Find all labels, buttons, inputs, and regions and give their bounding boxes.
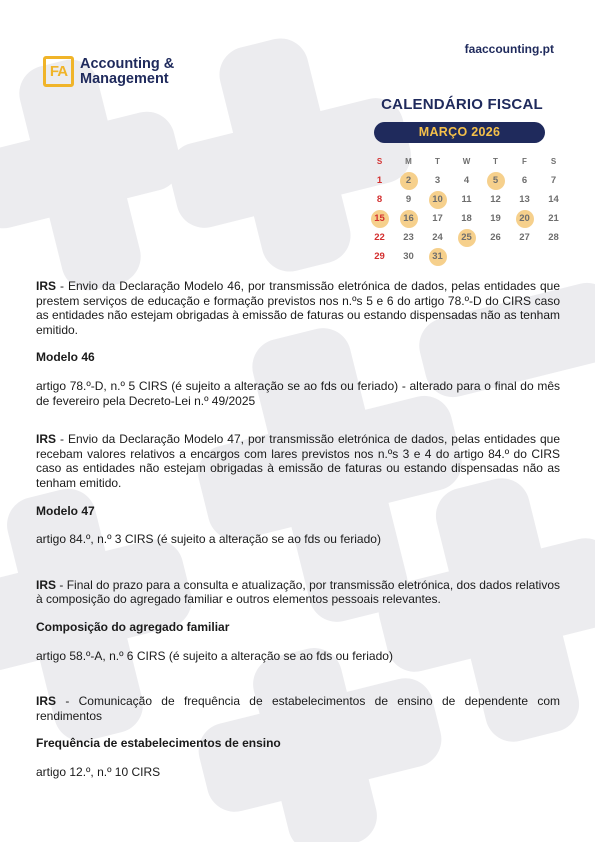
- calendar-day-deadline: [394, 213, 423, 224]
- calendar-day-deadline: [452, 232, 481, 243]
- calendar-day: [452, 194, 481, 205]
- calendar-day: [510, 175, 539, 186]
- calendar-day-deadline: [365, 213, 394, 224]
- logo-line-1: Accounting &: [80, 55, 175, 72]
- description-text: - Comunicação de frequência de estabelecimentos de ensino de dependente com rendimentos: [36, 694, 560, 723]
- calendar-week-row: [365, 247, 568, 266]
- calendar-day: [539, 175, 568, 186]
- calendar-weeks: [365, 171, 568, 266]
- logo-mark-icon: [43, 56, 74, 87]
- calendar-day-number: 12: [490, 194, 501, 205]
- calendar-day-number: 23: [403, 232, 414, 243]
- calendar-day: [452, 213, 481, 224]
- calendar-day-number: 2: [405, 175, 412, 186]
- calendar-day: [365, 194, 394, 205]
- weekday-label: S: [376, 157, 383, 166]
- calendar-day-number: 1: [376, 175, 383, 186]
- tax-tag: IRS: [36, 577, 57, 592]
- fiscal-obligations: [36, 279, 560, 779]
- logo-mark-letters: FA: [49, 63, 68, 80]
- calendar-day: [423, 213, 452, 224]
- calendar-day: [481, 232, 510, 243]
- calendar-month-pill: MARÇO 2026: [374, 122, 545, 143]
- calendar-week-row: [365, 209, 568, 228]
- calendar-day: [365, 232, 394, 243]
- calendar-day-number: 29: [374, 251, 385, 262]
- calendar-day: [423, 175, 452, 186]
- description-text: - Envio da Declaração Modelo 47, por transmissão eletrónica de dados, pelas entidades que recebam valores relativos a encargos com lares previstos nos n.ºs 3 e 4 do artigo 84.º do CIRS caso as entidades não estejam obrigadas à emissão de faturas ou estando dispensadas não as tenham emitido.: [36, 432, 560, 490]
- calendar-day-number: 15: [374, 213, 385, 224]
- legal-reference: artigo 84.º, n.º 3 CIRS (é sujeito a alteração se ao fds ou feriado): [36, 532, 381, 547]
- weekday-label: F: [522, 157, 527, 166]
- calendar-day-number: 8: [376, 194, 383, 205]
- calendar-day-number: 19: [490, 213, 501, 224]
- calendar-day-number: 18: [461, 213, 472, 224]
- calendar-weekday-row: [365, 152, 568, 171]
- calendar-day: [365, 175, 394, 186]
- obligation-heading: Composição do agregado familiar: [36, 619, 230, 634]
- tax-tag: IRS: [36, 432, 57, 447]
- legal-reference: artigo 78.º-D, n.º 5 CIRS (é sujeito a alteração se ao fds ou feriado) - alterado para o final do mês de fevereiro pela Decreto-Lei n.º 49/2025: [36, 378, 560, 408]
- calendar-day: [539, 194, 568, 205]
- weekday-label: S: [550, 157, 557, 166]
- calendar-day: [394, 251, 423, 262]
- calendar-day: [539, 213, 568, 224]
- obligation-description: [36, 694, 560, 723]
- calendar-day: [365, 251, 394, 262]
- calendar-day-number: 7: [550, 175, 557, 186]
- calendar-day-number: 13: [519, 194, 530, 205]
- legal-reference: artigo 58.º-A, n.º 6 CIRS (é sujeito a alteração se ao fds ou feriado): [36, 648, 393, 663]
- calendar-day-number: 20: [519, 213, 530, 224]
- weekday-label: M: [405, 157, 412, 166]
- calendar-day-number: 16: [403, 213, 414, 224]
- calendar-day-number: 11: [461, 194, 472, 205]
- obligation-description: [36, 432, 560, 490]
- calendar-day: [539, 232, 568, 243]
- description-text: - Envio da Declaração Modelo 46, por transmissão eletrónica de dados, pelas entidades que prestem serviços de educação e formação previstos nos n.ºs 5 e 6 do artigo 78.º-D do CIRS caso as entidades não estejam obrigadas à emissão de faturas ou estando dispensadas não as tenham emitido.: [36, 279, 560, 337]
- calendar-day-number: 26: [490, 232, 501, 243]
- logo-text: [80, 57, 174, 87]
- legal-reference: artigo 12.º, n.º 10 CIRS: [36, 764, 161, 779]
- calendar-day: [510, 194, 539, 205]
- obligation-description: [36, 578, 560, 607]
- calendar-day-number: 4: [463, 175, 470, 186]
- calendar-day-deadline: [394, 175, 423, 186]
- calendar-day-number: 31: [432, 251, 443, 262]
- company-logo: [43, 56, 174, 87]
- calendar-day-number: 30: [403, 251, 414, 262]
- calendar-week-row: [365, 171, 568, 190]
- obligation-entry: [36, 578, 560, 663]
- calendar-day-number: 5: [492, 175, 499, 186]
- calendar-day: [481, 194, 510, 205]
- calendar-day: [481, 213, 510, 224]
- calendar-grid: [365, 152, 568, 266]
- calendar-day-number: 9: [405, 194, 412, 205]
- obligation-entry: [36, 694, 560, 779]
- calendar-day-number: 21: [548, 213, 559, 224]
- calendar-day-deadline: [423, 194, 452, 205]
- weekday-label: T: [435, 157, 440, 166]
- obligation-entry: [36, 279, 560, 408]
- obligation-description: [36, 279, 560, 337]
- calendar-day: [510, 232, 539, 243]
- calendar-day: [423, 232, 452, 243]
- calendar-day-number: 10: [432, 194, 443, 205]
- weekday-label: T: [493, 157, 498, 166]
- description-text: - Final do prazo para a consulta e atualização, por transmissão eletrónica, dos dados relativos à composição do agregado familiar e outros elementos pessoais relevantes.: [36, 577, 560, 607]
- website-link[interactable]: faaccounting.pt: [464, 42, 554, 56]
- weekday-label: W: [462, 157, 471, 166]
- calendar-day: [452, 175, 481, 186]
- obligation-entry: [36, 432, 560, 547]
- calendar-day-number: 3: [434, 175, 441, 186]
- tax-tag: IRS: [36, 694, 57, 709]
- calendar-day-number: 24: [432, 232, 443, 243]
- calendar-week-row: [365, 228, 568, 247]
- calendar-day-number: 22: [374, 232, 385, 243]
- calendar-day-deadline: [510, 213, 539, 224]
- calendar-day-deadline: [481, 175, 510, 186]
- obligation-heading: Modelo 47: [36, 503, 95, 518]
- logo-line-2: Management: [80, 70, 169, 87]
- calendar-day: [394, 232, 423, 243]
- calendar-week-row: [365, 190, 568, 209]
- calendar-day: [394, 194, 423, 205]
- calendar-day-number: 17: [432, 213, 443, 224]
- calendar-day-deadline: [423, 251, 452, 262]
- calendar-day-number: 14: [548, 194, 559, 205]
- calendar-title: CALENDÁRIO FISCAL: [381, 96, 543, 113]
- calendar-day-number: 25: [461, 232, 472, 243]
- calendar-day-number: 28: [548, 232, 559, 243]
- tax-tag: IRS: [36, 279, 57, 293]
- obligation-heading: Modelo 46: [36, 350, 95, 365]
- obligation-heading: Frequência de estabelecimentos de ensino: [36, 736, 281, 751]
- calendar-day-number: 6: [521, 175, 528, 186]
- calendar-day-number: 27: [519, 232, 530, 243]
